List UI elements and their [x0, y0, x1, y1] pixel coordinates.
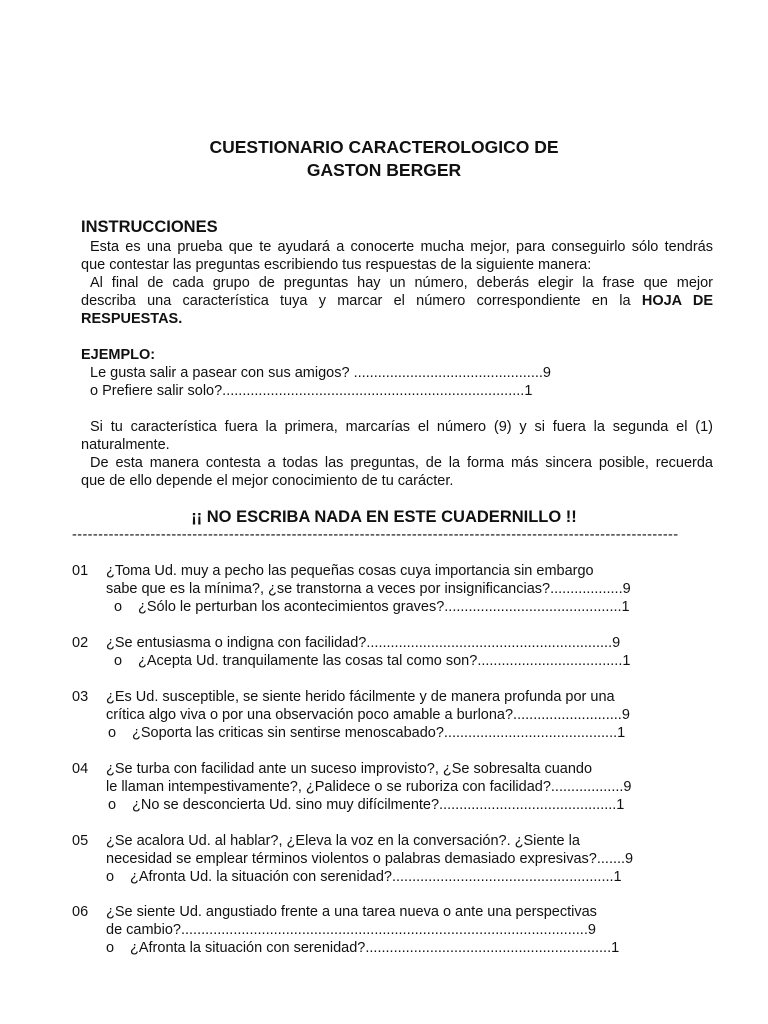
explanation-p2-line-1: De esta manera contesta a todas las preguntas, de la forma más sincera posible, recuerda [90, 455, 713, 471]
option-text: ¿Acepta Ud. tranquilamente las cosas tal como son?....................................1 [138, 653, 631, 669]
option-text: ¿Soporta las criticas sin sentirse menoscabado?...........................................1 [132, 725, 626, 741]
answer-sheet-label-part-1: HOJA DE [641, 293, 714, 309]
question-number: 02 [72, 635, 89, 651]
explanation-p2-line-2: que de ello depende el mejor conocimiento de tu carácter. [81, 473, 454, 489]
bullet-marker: o [106, 869, 115, 885]
option-text: ¿Afronta Ud. la situación con serenidad?.......................................................1 [130, 869, 622, 885]
example-line-2: o Prefiere salir solo?...........................................................................1 [90, 383, 533, 399]
question-option [106, 868, 622, 886]
question-line-2: crítica algo viva o por una observación poco amable a burlona?...........................9 [106, 707, 630, 723]
question-line-2: sabe que es la mínima?, ¿se transtorna a veces por insignificancias?..................9 [106, 581, 631, 597]
question-number: 03 [72, 689, 89, 705]
explanation-paragraph-1 [81, 418, 713, 454]
question-option [106, 939, 619, 957]
instructions-paragraph-2 [81, 274, 713, 328]
question-line-1: ¿Se entusiasma o indigna con facilidad?.............................................................9 [106, 635, 621, 651]
instructions-p2-line-1: Al final de cada grupo de preguntas hay un número, deberás elegir la frase que mejor [90, 275, 713, 291]
example-heading: EJEMPLO: [81, 347, 156, 363]
answer-sheet-label-part-2: RESPUESTAS. [81, 311, 183, 327]
instructions-p1-line-1: Esta es una prueba que te ayudará a conocerte mucha mejor, para conseguirlo sólo tendrás [90, 239, 713, 255]
question-line-1: ¿Se turba con facilidad ante un suceso improvisto?, ¿Se sobresalta cuando [106, 761, 593, 777]
bullet-marker: o [108, 725, 117, 741]
instructions-heading: INSTRUCCIONES [81, 218, 218, 236]
option-text: ¿Afronta la situación con serenidad?.............................................................1 [130, 940, 620, 956]
explanation-paragraph-2 [81, 454, 713, 490]
bullet-marker: o [114, 599, 123, 615]
question-line-1: ¿Se acalora Ud. al hablar?, ¿Eleva la voz en la conversación?. ¿Siente la [106, 833, 580, 849]
title-line-2: GASTON BERGER [306, 160, 462, 180]
question-line-1: ¿Toma Ud. muy a pecho las pequeñas cosas cuya importancia sin embargo [106, 563, 594, 579]
instructions-p2-line-2 [81, 292, 713, 310]
question-line-2: le llaman intempestivamente?, ¿Palidece o se ruboriza con facilidad?..................9 [106, 779, 632, 795]
example-line-1: Le gusta salir a pasear con sus amigos? ...............................................9 [90, 365, 551, 381]
title-line-1: CUESTIONARIO CARACTEROLOGICO DE [209, 137, 559, 157]
question-number: 04 [72, 761, 89, 777]
question-line-1: ¿Se siente Ud. angustiado frente a una tarea nueva o ante una perspectivas [106, 904, 597, 920]
explanation-p1-line-2: naturalmente. [81, 437, 170, 453]
question-number: 06 [72, 904, 89, 920]
question-line-2: necesidad se emplear términos violentos o palabras demasiado expresivas?.......9 [106, 851, 634, 867]
question-number: 05 [72, 833, 89, 849]
instructions-p2-line-2-text: describa una característica tuya y marcar el número correspondiente en la [81, 293, 631, 309]
question-option [108, 796, 624, 814]
question-option [114, 652, 630, 670]
question-option [108, 724, 625, 742]
document-title [0, 136, 768, 182]
dashed-divider: -------------------------------------------------------------------------------------------------------------------- [72, 527, 679, 543]
question-line-1: ¿Es Ud. susceptible, se siente herido fácilmente y de manera profunda por una [106, 689, 615, 705]
question-line-2: de cambio?.....................................................................................................9 [106, 922, 596, 938]
explanation-p1-line-1: Si tu característica fuera la primera, marcarías el número (9) y si fuera la segunda el (1) [90, 419, 713, 435]
option-text: ¿Sólo le perturban los acontecimientos graves?............................................1 [138, 599, 630, 615]
instructions-p1-line-2: que contestar las preguntas escribiendo tus respuestas de la siguiente manera: [81, 257, 592, 273]
option-text: ¿No se desconcierta Ud. sino muy difícilmente?............................................1 [132, 797, 625, 813]
bullet-marker: o [108, 797, 117, 813]
bullet-marker: o [106, 940, 115, 956]
bullet-marker: o [114, 653, 123, 669]
instructions-paragraph-1 [81, 238, 713, 274]
warning-notice: ¡¡ NO ESCRIBA NADA EN ESTE CUADERNILLO !! [191, 508, 577, 526]
question-option [114, 598, 630, 616]
question-number: 01 [72, 563, 89, 579]
